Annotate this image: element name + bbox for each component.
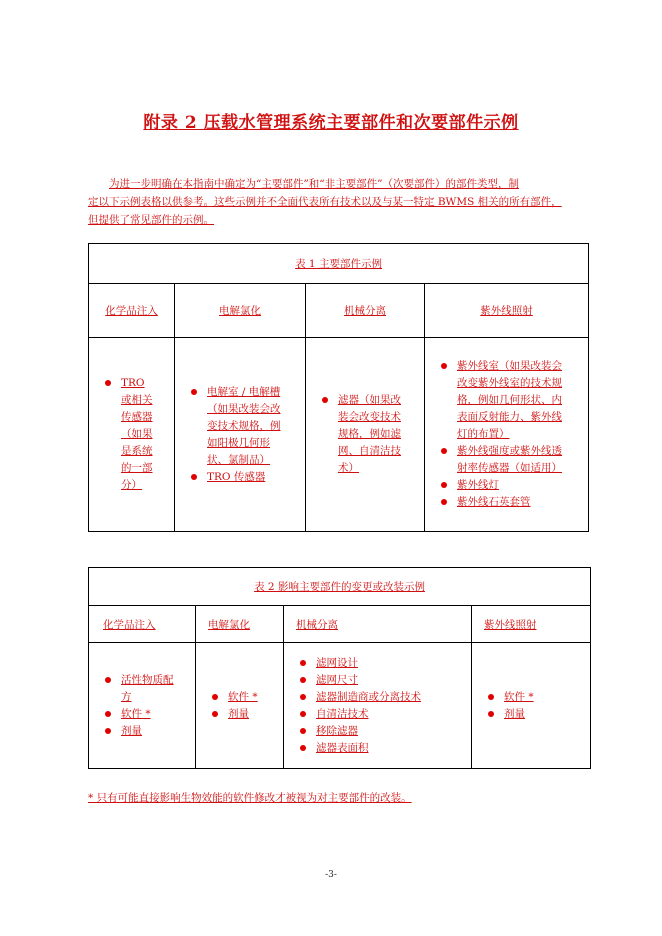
table-cell — [472, 643, 591, 769]
list-item: 软件 * — [103, 706, 183, 723]
intro-line: 但提供了常见部件的示例。 — [88, 214, 214, 226]
table-cell — [89, 643, 196, 769]
table-header-cell: 电解氯化 — [196, 606, 284, 643]
bullet-icon — [212, 711, 218, 717]
list-item: 电解室 / 电解槽（如果改装会改变技术规格，例如阳极几何形状、氯制品） — [189, 384, 293, 469]
list-item: 剂量 — [103, 723, 183, 740]
list-item: 剂量 — [210, 706, 275, 723]
list-item: 剂量 — [486, 706, 582, 723]
page-title: 附录 2 压载水管理系统主要部件和次要部件示例 — [143, 113, 519, 133]
bullet-icon — [300, 711, 306, 717]
table-cell — [284, 643, 472, 769]
intro-paragraph — [88, 175, 590, 229]
table-header-cell: 化学品注入 — [89, 284, 175, 338]
bullet-icon — [300, 728, 306, 734]
table-cell — [89, 338, 175, 532]
table-header-cell: 机械分离 — [306, 284, 425, 338]
list-item: 软件 * — [486, 689, 582, 706]
bullet-icon — [300, 745, 306, 751]
list-item: 滤器表面积 — [298, 740, 463, 757]
bullet-icon — [441, 448, 447, 454]
intro-line: 为进一步明确在本指南中确定为“主要部件”和“非主要部件”（次要部件）的部件类型，制 — [109, 178, 519, 190]
bullet-icon — [488, 694, 494, 700]
table-modifications — [88, 567, 591, 769]
footnote: * 只有可能直接影响生物效能的软件修改才被视为对主要部件的改装。 — [88, 792, 412, 804]
bullet-icon — [105, 677, 111, 683]
bullet-icon — [322, 397, 328, 403]
bullet-icon — [441, 363, 447, 369]
table-header-cell: 紫外线照射 — [425, 284, 589, 338]
list-item: 滤器制造商或分离技术 — [298, 689, 463, 706]
bullet-icon — [191, 389, 197, 395]
table-caption: 表 1 主要部件示例 — [89, 244, 589, 284]
list-item: 紫外线灯 — [439, 477, 574, 494]
table-cell — [306, 338, 425, 532]
list-item: 紫外线石英套管 — [439, 494, 574, 511]
table-cell — [425, 338, 589, 532]
table-header-cell: 化学品注入 — [89, 606, 196, 643]
list-item: 滤器（如果改装会改变技术规格，例如滤网、自清洁技术） — [320, 392, 412, 477]
list-item: 活性物质配方 — [103, 672, 183, 706]
bullet-icon — [105, 711, 111, 717]
bullet-icon — [488, 711, 494, 717]
table-caption: 表 2 影响主要部件的变更或改装示例 — [89, 568, 591, 606]
bullet-icon — [105, 728, 111, 734]
bullet-icon — [212, 694, 218, 700]
bullet-icon — [300, 660, 306, 666]
list-item: 自清洁技术 — [298, 706, 463, 723]
intro-line: 定以下示例表格以供参考。这些示例并不全面代表所有技术以及与某一特定 BWMS 相关的所有部件， — [88, 196, 562, 208]
bullet-icon — [441, 499, 447, 505]
bullet-icon — [300, 677, 306, 683]
bullet-icon — [105, 380, 111, 386]
list-item: 紫外线强度或紫外线透射率传感器（如适用） — [439, 443, 574, 477]
list-item: TRO 或相关传感器（如果是系统的一部分） — [103, 375, 160, 494]
table-header-cell: 电解氯化 — [175, 284, 306, 338]
table-cell — [196, 643, 284, 769]
bullet-icon — [441, 482, 447, 488]
bullet-icon — [191, 474, 197, 480]
list-item: TRO 传感器 — [189, 469, 293, 486]
list-item: 软件 * — [210, 689, 275, 706]
list-item: 滤网设计 — [298, 655, 463, 672]
table-main-components — [88, 243, 589, 532]
table-cell — [175, 338, 306, 532]
list-item: 紫外线室（如果改装会改变紫外线室的技术规格，例如几何形状、内表面反射能力、紫外线灯的布置） — [439, 358, 574, 443]
table-header-cell: 机械分离 — [284, 606, 472, 643]
list-item: 移除滤器 — [298, 723, 463, 740]
page-number: -3- — [325, 870, 337, 880]
bullet-icon — [300, 694, 306, 700]
table-header-cell: 紫外线照射 — [472, 606, 591, 643]
list-item: 滤网尺寸 — [298, 672, 463, 689]
